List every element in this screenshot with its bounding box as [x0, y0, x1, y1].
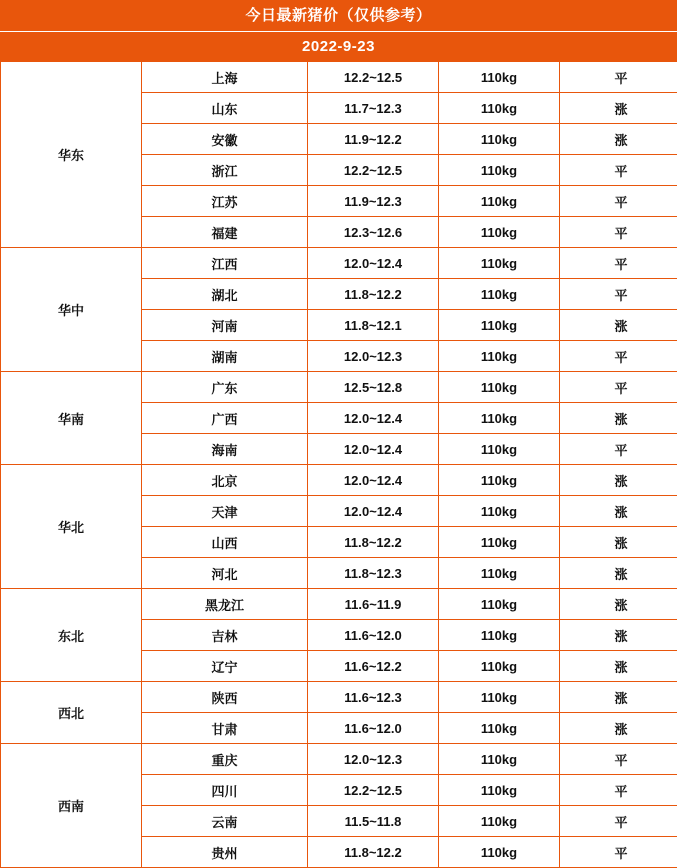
weight-cell: 110kg: [439, 155, 560, 186]
page-title: 今日最新猪价（仅供参考）: [0, 0, 677, 31]
weight-cell: 110kg: [439, 93, 560, 124]
weight-cell: 110kg: [439, 124, 560, 155]
province-cell: 云南: [142, 806, 308, 837]
province-cell: 浙江: [142, 155, 308, 186]
trend-cell: 平: [560, 434, 677, 465]
region-cell: 东北: [1, 589, 142, 682]
weight-cell: 110kg: [439, 527, 560, 558]
table-row: [1, 589, 677, 620]
trend-cell: 涨: [560, 527, 677, 558]
weight-cell: 110kg: [439, 465, 560, 496]
trend-cell: 平: [560, 279, 677, 310]
trend-cell: 平: [560, 372, 677, 403]
price-cell: 11.8~12.2: [308, 837, 439, 868]
trend-cell: 平: [560, 186, 677, 217]
weight-cell: 110kg: [439, 651, 560, 682]
region-cell: 华北: [1, 465, 142, 589]
trend-cell: 涨: [560, 713, 677, 744]
price-cell: 11.5~11.8: [308, 806, 439, 837]
price-cell: 11.7~12.3: [308, 93, 439, 124]
region-cell: 西北: [1, 682, 142, 744]
weight-cell: 110kg: [439, 434, 560, 465]
weight-cell: 110kg: [439, 217, 560, 248]
price-cell: 11.6~12.0: [308, 620, 439, 651]
price-cell: 11.9~12.2: [308, 124, 439, 155]
trend-cell: 涨: [560, 310, 677, 341]
trend-cell: 涨: [560, 589, 677, 620]
price-cell: 12.0~12.4: [308, 434, 439, 465]
province-cell: 黑龙江: [142, 589, 308, 620]
province-cell: 河南: [142, 310, 308, 341]
table-row: [1, 372, 677, 403]
province-cell: 陕西: [142, 682, 308, 713]
province-cell: 广东: [142, 372, 308, 403]
province-cell: 山东: [142, 93, 308, 124]
price-table-body: [1, 62, 677, 868]
weight-cell: 110kg: [439, 310, 560, 341]
province-cell: 江苏: [142, 186, 308, 217]
weight-cell: 110kg: [439, 372, 560, 403]
price-cell: 11.8~12.2: [308, 279, 439, 310]
trend-cell: 平: [560, 62, 677, 93]
weight-cell: 110kg: [439, 682, 560, 713]
price-cell: 12.2~12.5: [308, 155, 439, 186]
price-cell: 12.2~12.5: [308, 62, 439, 93]
price-cell: 11.6~12.3: [308, 682, 439, 713]
trend-cell: 平: [560, 155, 677, 186]
province-cell: 重庆: [142, 744, 308, 775]
price-cell: 11.6~12.0: [308, 713, 439, 744]
table-row: [1, 744, 677, 775]
price-cell: 12.0~12.4: [308, 248, 439, 279]
trend-cell: 平: [560, 248, 677, 279]
price-cell: 11.6~11.9: [308, 589, 439, 620]
weight-cell: 110kg: [439, 279, 560, 310]
weight-cell: 110kg: [439, 806, 560, 837]
price-cell: 12.2~12.5: [308, 775, 439, 806]
province-cell: 海南: [142, 434, 308, 465]
table-row: [1, 465, 677, 496]
province-cell: 北京: [142, 465, 308, 496]
weight-cell: 110kg: [439, 713, 560, 744]
trend-cell: 涨: [560, 496, 677, 527]
table-row: [1, 62, 677, 93]
price-cell: 12.3~12.6: [308, 217, 439, 248]
region-cell: 华南: [1, 372, 142, 465]
price-cell: 11.8~12.3: [308, 558, 439, 589]
province-cell: 贵州: [142, 837, 308, 868]
trend-cell: 涨: [560, 620, 677, 651]
weight-cell: 110kg: [439, 775, 560, 806]
date-bar: 2022-9-23: [0, 31, 677, 61]
price-cell: 12.0~12.4: [308, 403, 439, 434]
trend-cell: 涨: [560, 124, 677, 155]
weight-cell: 110kg: [439, 837, 560, 868]
region-cell: 华中: [1, 248, 142, 372]
province-cell: 湖南: [142, 341, 308, 372]
weight-cell: 110kg: [439, 744, 560, 775]
price-cell: 11.8~12.1: [308, 310, 439, 341]
weight-cell: 110kg: [439, 186, 560, 217]
price-cell: 12.0~12.4: [308, 465, 439, 496]
trend-cell: 涨: [560, 93, 677, 124]
region-cell: 华东: [1, 62, 142, 248]
province-cell: 河北: [142, 558, 308, 589]
province-cell: 吉林: [142, 620, 308, 651]
price-cell: 12.0~12.4: [308, 496, 439, 527]
price-cell: 12.0~12.3: [308, 341, 439, 372]
weight-cell: 110kg: [439, 403, 560, 434]
trend-cell: 平: [560, 744, 677, 775]
trend-cell: 平: [560, 217, 677, 248]
province-cell: 甘肃: [142, 713, 308, 744]
province-cell: 上海: [142, 62, 308, 93]
province-cell: 江西: [142, 248, 308, 279]
province-cell: 广西: [142, 403, 308, 434]
table-row: [1, 682, 677, 713]
trend-cell: 平: [560, 775, 677, 806]
weight-cell: 110kg: [439, 620, 560, 651]
trend-cell: 涨: [560, 651, 677, 682]
trend-cell: 平: [560, 837, 677, 868]
price-cell: 12.0~12.3: [308, 744, 439, 775]
province-cell: 福建: [142, 217, 308, 248]
price-cell: 11.9~12.3: [308, 186, 439, 217]
price-cell: 11.8~12.2: [308, 527, 439, 558]
weight-cell: 110kg: [439, 62, 560, 93]
weight-cell: 110kg: [439, 558, 560, 589]
weight-cell: 110kg: [439, 589, 560, 620]
price-table: [0, 61, 677, 868]
trend-cell: 平: [560, 806, 677, 837]
province-cell: 辽宁: [142, 651, 308, 682]
price-cell: 12.5~12.8: [308, 372, 439, 403]
trend-cell: 涨: [560, 465, 677, 496]
price-cell: 11.6~12.2: [308, 651, 439, 682]
province-cell: 天津: [142, 496, 308, 527]
weight-cell: 110kg: [439, 496, 560, 527]
region-cell: 西南: [1, 744, 142, 868]
table-row: [1, 248, 677, 279]
trend-cell: 涨: [560, 403, 677, 434]
province-cell: 山西: [142, 527, 308, 558]
trend-cell: 涨: [560, 682, 677, 713]
province-cell: 湖北: [142, 279, 308, 310]
trend-cell: 平: [560, 341, 677, 372]
province-cell: 四川: [142, 775, 308, 806]
weight-cell: 110kg: [439, 248, 560, 279]
trend-cell: 涨: [560, 558, 677, 589]
province-cell: 安徽: [142, 124, 308, 155]
weight-cell: 110kg: [439, 341, 560, 372]
